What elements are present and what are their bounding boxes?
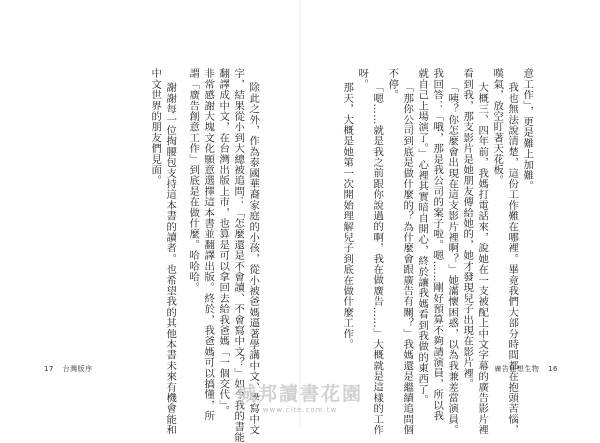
right-col-6: 「咦？你怎麼會出現在這支影片裡啊？」她滿懷困惑，以為我兼差當演員。	[446, 82, 459, 436]
left-page-number: 17	[44, 365, 54, 373]
right-col-3: 嘆氣，放空盯著天花板。	[491, 68, 504, 186]
left-col-3: 翻譯成中文，在台灣出版上市，也算是可以拿回去給我爸媽「一個交代」。	[217, 68, 230, 416]
left-col-5: 謂「廣告創意工作」到底是在做什麼。哈哈哈。	[187, 68, 200, 293]
right-col-4: 大概三、四年前，我媽打電話來，說她在一支被配上中文字幕的廣告影片裡	[476, 82, 489, 436]
left-col-6: 謝謝每一位掏腰包支持這本書的讀者。也希望我的其他本書未來有機會能和	[164, 82, 177, 436]
right-col-10: 不停。	[386, 68, 399, 101]
right-col-2: 我也無法說清楚，這份工作難在哪裡。畢竟我們大部分時間都在抱頭苦惱，	[506, 82, 519, 436]
right-page	[300, 0, 600, 436]
right-col-5: 看到我，那支影片是她朋友傳給她的，她才發現兒子出現在影片裡。	[461, 68, 474, 389]
right-col-12: 呀。	[356, 68, 369, 90]
right-col-11: 「嗯……就是我之前跟你說過的啊，我在做廣告……」大概就是這樣的工作	[371, 82, 384, 436]
left-page-footer	[44, 364, 93, 374]
watermark-brand: 城邦讀書花園	[236, 383, 363, 405]
left-col-1: 除此之外，作為泰國華裔家庭的小孩，從小被爸媽逼著學講中文、學寫中文	[247, 82, 260, 436]
right-page-footer	[494, 364, 558, 374]
right-page-running-title: 廣告狂想生物	[494, 365, 540, 373]
left-col-4: 非常感謝大塊文化願意選擇這本書並翻譯出版。終於，我爸媽可以搞懂，所	[202, 68, 215, 422]
watermark-url: www.cite.com.tw	[262, 406, 338, 414]
left-col-7: 中文世界的朋友們見面。	[149, 68, 162, 186]
right-col-7: 我回答：「哦，那是我公司的案子啦。嗯……剛好預算不夠請演員，所以我	[431, 68, 444, 422]
right-col-8: 就自己上場演了。」心裡其實暗自開心，終於讓我媽看到我做的東西了。	[416, 68, 429, 406]
right-page-number: 16	[548, 365, 558, 373]
right-col-13: 那天，大概是她第一次開始理解兒子到底在做什麼工作。	[341, 82, 354, 350]
left-page-running-title: 台灣版序	[62, 365, 93, 373]
right-col-1: 意工作」，更是難上加難。	[521, 68, 534, 192]
right-col-9: 「那你公司到底是做什麼的？為什麼會跟廣告有關？」我媽還是繼續追問個	[401, 82, 414, 436]
left-col-2: 字，結果從小到大總被追問：「怎麼還是不會讀、不會寫中文？」如今我的書能	[232, 68, 245, 443]
watermark	[0, 379, 600, 414]
